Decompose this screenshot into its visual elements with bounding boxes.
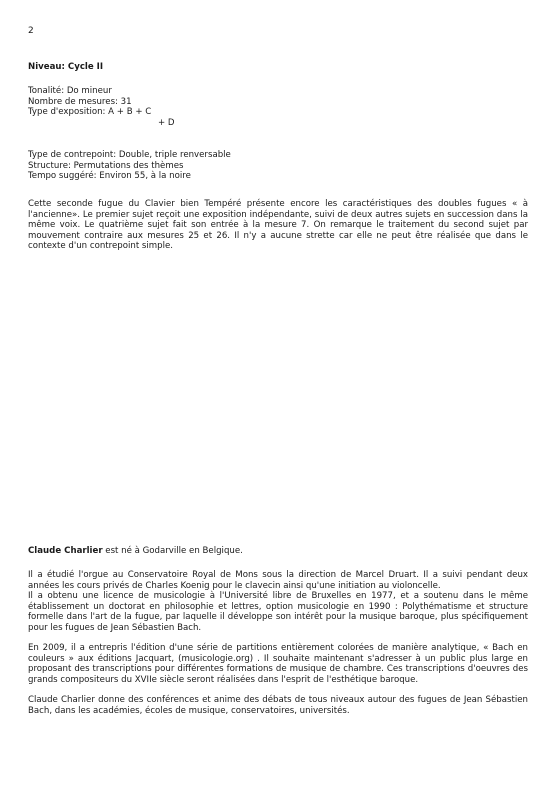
tonality-line: Tonalité: Do mineur xyxy=(28,86,112,96)
exposition-line: Type d'exposition: A + B + C xyxy=(28,107,152,117)
bio-intro xyxy=(28,546,528,557)
bio-paragraph-1: Il a étudié l'orgue au Conservatoire Royal de Mons sous la direction de Marcel Druart. Il a suivi pendant deux années les cours privés de Charles Koenig pour le clavecin ainsi qu'une initiation au violoncelle. xyxy=(28,570,528,591)
counterpoint-type-line: Type de contrepoint: Double, triple renversable xyxy=(28,150,231,160)
counterpoint-info xyxy=(28,150,528,182)
page-number: 2 xyxy=(28,26,34,36)
description-paragraph: Cette seconde fugue du Clavier bien Tempéré présente encore les caractéristiques des doubles fugues « à l'ancienne». Le premier sujet reçoit une exposition indépendante, suivi de deux autres sujets en succession dans la même voix. Le quatrième sujet fait son entrée à la mesure 7. On remarque le traitement du second sujet par mouvement contraire aux mesures 25 et 26. Il n'y a aucune strette car elle ne peut être réalisée que dans le contexte d'un contrepoint simple. xyxy=(28,199,528,251)
bio-paragraph-2: Il a obtenu une licence de musicologie à l'Université libre de Bruxelles en 1977, et a soutenu dans le même établissement un doctorat en philosophie et lettres, option musicologie en 1990 : Polythématisme et structure formelle dans l'art de la fugue, par laquelle il développe son intérêt pour la musique baroque, plus spécifiquement pour les fugues de Jean Sébastien Bach. xyxy=(28,591,528,633)
level-heading: Niveau: Cycle II xyxy=(28,62,104,72)
bio-paragraph-3: En 2009, il a entrepris l'édition d'une série de partitions entièrement colorées de manière analytique, « Bach en couleurs » aux éditions Jacquart, (musicologie.org) . Il souhaite maintenant s'adresser à un public plus large en proposant des transcriptions pour différentes formations de musique de chambre. Ces transcriptions d'oeuvres des grands compositeurs du XVIIe siècle seront réalisées dans l'esprit de l'esthétique baroque. xyxy=(28,643,528,685)
biography xyxy=(28,570,528,726)
author-name: Claude Charlier xyxy=(28,546,103,556)
piece-info xyxy=(28,86,528,128)
tempo-line: Tempo suggéré: Environ 55, à la noire xyxy=(28,171,191,181)
exposition-continued-line: + D xyxy=(158,117,175,128)
structure-line: Structure: Permutations des thèmes xyxy=(28,160,184,171)
bio-paragraph-4: Claude Charlier donne des conférences et anime des débats de tous niveaux autour des fugues de Jean Sébastien Bach, dans les académies, écoles de musique, conservatoires, universités. xyxy=(28,695,528,716)
fugue-description xyxy=(28,199,528,262)
measures-line: Nombre de mesures: 31 xyxy=(28,96,132,107)
author-intro: est né à Godarville en Belgique. xyxy=(102,546,243,556)
